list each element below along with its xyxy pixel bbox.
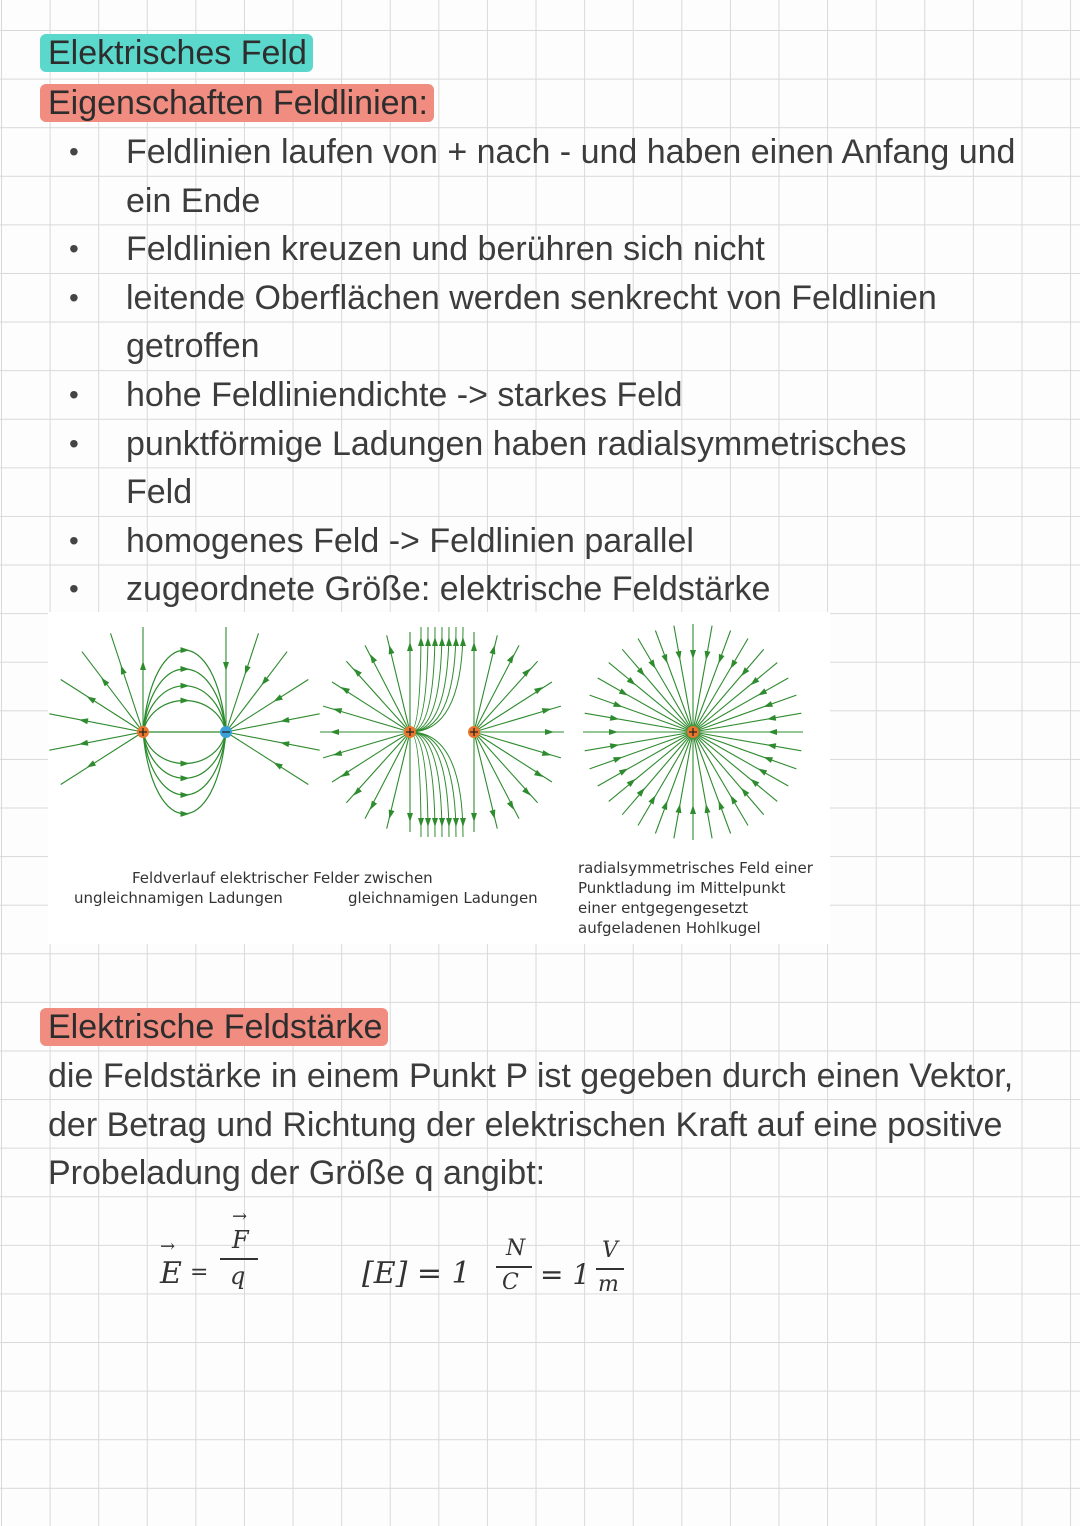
radial-field-diagram [583,624,803,840]
bullet-dot-icon: • [69,281,79,313]
bullet-text: punktförmige Ladungen haben radialsymmetrisches Feld [126,424,907,512]
field-arrow-icon [330,729,339,735]
field-line [143,732,226,778]
feldlinien-bullet-list [0,128,1080,614]
field-line [143,701,226,733]
field-arrow-icon [121,665,127,675]
bullet-text: homogenes Feld -> Feldlinien parallel [126,521,694,560]
field-arrow-icon [741,788,749,797]
field-arrow-icon [460,818,466,827]
field-arrow-icon [280,741,289,747]
field-arrow-icon [637,667,645,676]
field-line-figure [48,612,830,944]
field-line [226,652,287,732]
list-item [0,274,1080,371]
field-arrow-icon [460,637,466,646]
field-arrow-icon [662,654,668,664]
bullet-text: hohe Feldliniendichte -> starkes Feld [126,375,683,414]
field-line [143,732,226,764]
field-arrow-icon [439,818,445,827]
fraction-bar [220,1258,258,1260]
formula-equals: = [190,1260,209,1285]
list-item [0,565,1080,614]
field-arrow-icon [719,801,725,811]
field-arrow-icon [418,637,424,646]
dipole-like-charges-diagram [320,627,564,837]
field-arrow-icon [181,698,190,704]
field-arrow-icon [87,697,96,704]
section-heading-feldstaerke: Elektrische Feldstärke [40,1008,388,1046]
field-arrow-icon [181,792,190,798]
field-line [143,686,226,732]
field-arrow-icon [731,795,738,804]
unit-lhs: [E] = 1 [362,1256,471,1291]
bullet-dot-icon: • [69,378,79,410]
caption-radial-line-3: einer entgegengesetzt [578,899,749,917]
field-arrow-icon [764,701,774,707]
list-item [0,128,1080,225]
field-arrow-icon [542,750,552,756]
field-arrow-icon [432,637,438,646]
field-arrow-icon [370,654,377,663]
field-arrow-icon [662,801,668,811]
unit-denominator-c: C [502,1270,519,1295]
field-arrow-icon [425,818,431,827]
field-arrow-icon [767,743,776,749]
fraction-bar [496,1266,532,1268]
bullet-dot-icon: • [69,427,79,459]
field-arrow-icon [418,818,424,827]
field-arrow-icon [542,708,552,714]
field-arrow-icon [705,804,711,813]
field-arrow-icon [690,650,696,659]
field-arrow-icon [453,818,459,827]
field-arrow-icon [610,715,619,721]
field-arrow-icon [79,740,88,746]
field-arrow-icon [764,757,774,763]
caption-main: Feldverlauf elektrischer Felder zwischen [132,869,433,887]
field-arrow-icon [446,637,452,646]
field-line [226,633,259,732]
field-arrow-icon [648,660,655,669]
field-arrow-icon [389,810,395,819]
field-arrow-icon [140,661,146,670]
bullet-text: zugeordnete Größe: elektrische Feldstärke [126,570,771,609]
bullet-text: Feldlinien laufen von + nach - und haben einen Anfang und ein Ende [126,133,1016,220]
field-arrow-icon [490,645,496,654]
field-arrow-icon [274,763,283,770]
bullet-dot-icon: • [69,136,79,167]
bullet-text: Feldlinien kreuzen und berühren sich nicht [126,230,765,269]
field-arrow-icon [758,769,767,776]
field-arrow-icon [767,715,776,721]
field-arrow-icon [353,787,362,795]
field-arrow-icon [245,665,251,675]
field-arrow-icon [274,694,283,701]
unit-numerator-v: V [602,1238,618,1263]
list-item [0,517,1080,566]
field-line [82,652,143,732]
field-arrow-icon [181,761,190,767]
field-arrow-icon [181,666,190,672]
unit-denominator-m: m [598,1272,619,1297]
list-item [0,371,1080,420]
field-arrow-icon [690,805,696,814]
field-arrow-icon [507,801,514,810]
field-arrow-icon [101,678,109,687]
field-arrow-icon [261,676,269,685]
field-arrow-icon [370,801,377,810]
field-arrow-icon [471,813,477,822]
caption-radial-line-2: Punktladung im Mittelpunkt [578,879,786,897]
field-arrow-icon [613,701,623,707]
field-arrow-icon [522,787,531,795]
field-arrow-icon [676,651,682,660]
feldstaerke-definition: die Feldstärke in einem Punkt P ist gegeben durch einen Vektor, der Betrag und Richtung der elektrischen Kraft auf eine positive Probeladung der Größe q angibt: [48,1057,1014,1193]
field-arrow-icon [407,642,413,651]
field-arrow-icon [637,788,645,797]
caption-unlike-charges: ungleichnamigen Ladungen [74,889,283,907]
vector-arrow-icon: → [232,1206,248,1227]
field-arrow-icon [446,818,452,827]
field-arrow-icon [705,651,711,660]
field-arrow-icon [719,654,725,664]
field-arrow-icon [545,729,554,735]
field-arrow-icon [432,818,438,827]
field-arrow-icon [522,668,531,676]
field-arrow-icon [223,662,229,671]
vector-arrow-icon: → [160,1236,176,1257]
field-arrow-icon [353,668,362,676]
field-arrow-icon [389,645,395,654]
field-arrow-icon [79,718,88,724]
field-arrow-icon [507,654,514,663]
field-arrow-icon [333,750,343,756]
field-arrow-icon [741,667,749,676]
formula-denominator: q [230,1262,246,1290]
field-arrow-icon [453,637,459,646]
field-arrow-icon [619,688,628,695]
page-title: Elektrisches Feld [40,34,313,72]
formula-lhs: E [160,1256,182,1291]
field-arrow-icon [610,743,619,749]
field-arrow-icon [181,811,190,817]
formula-numerator: F [232,1226,249,1254]
field-arrow-icon [609,729,618,735]
bullet-dot-icon: • [69,524,79,556]
field-arrow-icon [181,775,190,781]
fraction-bar [596,1268,624,1270]
caption-radial-line-4: aufgeladenen Hohlkugel [578,919,761,937]
field-arrow-icon [471,642,477,651]
list-item [0,420,1080,517]
field-arrow-icon [619,769,628,776]
field-line [111,633,144,732]
list-item [0,225,1080,274]
field-arrow-icon [439,637,445,646]
field-arrow-icon [768,729,777,735]
field-arrow-icon [181,683,190,689]
bullet-text: leitende Oberflächen werden senkrecht von Feldlinien getroffen [126,278,937,366]
field-arrow-icon [87,760,96,767]
field-arrow-icon [648,795,655,804]
unit-equals: = 1 [540,1258,591,1291]
field-arrow-icon [280,717,289,723]
field-arrow-icon [407,813,413,822]
caption-like-charges: gleichnamigen Ladungen [348,889,538,907]
field-arrow-icon [676,804,682,813]
field-arrow-icon [731,660,738,669]
field-arrow-icon [613,757,623,763]
field-arrow-icon [758,688,767,695]
field-arrow-icon [490,810,496,819]
field-arrow-icon [333,708,343,714]
field-arrow-icon [181,647,190,653]
section-heading-feldlinien: Eigenschaften Feldlinien: [40,84,434,122]
field-line-diagrams [48,612,830,852]
caption-radial-line-1: radialsymmetrisches Feld einer [578,859,813,877]
bullet-dot-icon: • [69,573,79,605]
field-arrow-icon [425,637,431,646]
unit-numerator-n: N [506,1236,526,1261]
bullet-dot-icon: • [69,233,79,265]
dipole-unlike-charges-diagram [49,627,319,817]
